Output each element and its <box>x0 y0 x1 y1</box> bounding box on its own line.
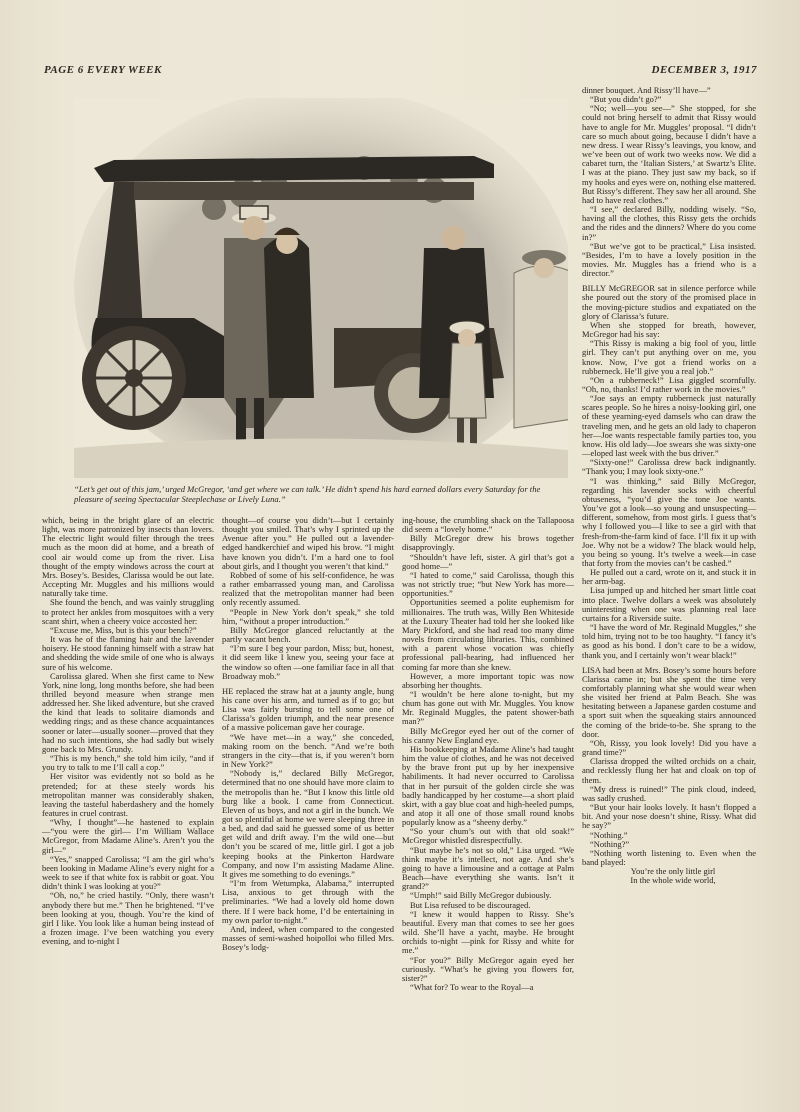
text-column-3 <box>402 516 574 992</box>
song-verse <box>582 867 756 885</box>
paragraph: Carolissa glared. When she first came to New York, nine long, long months before, she had been thrilled beyond measure when strange men addressed her. She liked adventure, but she craved the kind that leads to solitaire diamonds and wedding rings; and as these chance acquaintances sooner or later—usually sooner—proved that they had no such intentions, she had sadly but wisely gone back to Mrs. Grundy. <box>42 670 214 754</box>
paragraph: However, a more important topic was now absorbing her thoughts. <box>402 670 574 690</box>
paragraph: thought—of course you didn’t—but I certainly thought you smiled. That’s why I sprinted up the Avenue after you.” He pulled out a lavender-edged handkerchief and wiped his brow. “I might have known you didn’t. I’m a hard one to fool about girls, and I thought you weren’t that kind.” <box>222 515 394 571</box>
section-paragraph: HE replaced the straw hat at a jaunty angle, hung his cane over his arm, and turned as if to go; but Lisa was fairly bursting to tell some one of Clarissa’s golden triumph, and the near presence of a massive policeman gave her courage. <box>222 685 394 733</box>
text-column-4 <box>582 86 756 885</box>
car-scene-illustration <box>74 98 568 478</box>
paragraph: “For you?” Billy McGregor again eyed her curiously. “What’s he giving you flowers for, sister?” <box>402 954 574 983</box>
paragraph: “Oh, no,” he cried hastily. “Only, there wasn’t anybody there but me.” Then he brightened. “I’ve been looking at you, though. You’re the kind of girl I like. You look like a human being instead of a frozen image. I’ve been watching you every evening, and to-night I <box>42 890 214 947</box>
paragraph: “But you didn’t go?” <box>590 94 662 105</box>
paragraph: “Joe says an empty rubberneck just naturally scares people. So he hires a noisy-looking girl, one of these yearning-eyed damsels who can draw the traveling men, and he gets an old lady to chaperon her—Joe wants respectable family parties too, you know. His old lady—Joe swears she was sixty-one—eloped last week with the bus driver.” <box>582 393 756 459</box>
paragraph: “Nothing?” <box>590 838 630 849</box>
paragraph: “No; well—you see—” She stopped, for she could not bring herself to admit that Rissy would have to angle for Mr. Muggles’ proposal. “I didn’t care so much about going, because I didn’t have a new dress. I wear Rissy’s leavings, you know, and we’ve been out of work two weeks now. We did a cabaret turn, the ‘Italian Sisters,’ at Swartz’s Elite. I was at the piano. They just saw my back, so if my hooks and eyes were on, nothing else mattered. But Rissy’s different. They saw her all around. She had to have real clothes.” <box>582 103 756 205</box>
paragraph: “But maybe he’s not so old,” Lisa urged. “We think maybe it’s intellect, not age. And she’s going to have a limousine and a cottage at Palm Beach—have everything she wants. Isn’t it grand?” <box>402 844 574 892</box>
paragraph: Robbed of some of his self-confidence, he was a rather embarrassed young man, and Carolissa realized that the metropolitan manner had been only recently assumed. <box>222 569 394 608</box>
paragraph: ing-house, the crumbling shack on the Tallapoosa did seem a “lovely home.” <box>402 515 574 535</box>
paragraph: She found the bench, and was vainly struggling to protect her ankles from mosquitoes with a very scant shirt, when a cheery voice accosted her: <box>42 597 214 626</box>
text-column-2 <box>222 516 394 952</box>
illustration <box>74 98 568 478</box>
verse-line: You’re the only little girl <box>630 866 716 877</box>
paragraph: “I wouldn’t be here alone to-night, but my chum has gone out with Mr. Muggles. You know Mr. Reginald Muggles, the patent shower-bath man?” <box>402 688 574 727</box>
paragraph: Billy McGregor eyed her out of the corner of his canny New England eye. <box>402 725 574 745</box>
paragraph: When she stopped for breath, however, McGregor had his say: <box>582 319 756 340</box>
paragraph: “My dress is ruined!” The pink cloud, indeed, was sadly crushed. <box>582 783 756 803</box>
paragraph: “Umph!” said Billy McGregor dubiously. <box>410 890 552 901</box>
section-paragraph: LISA had been at Mrs. Bosey’s some hours before Clarissa came in; but she spent the time very comfortably planning what she would wear when she visited her friend at Palm Beach. She was hesitating between a Japanese garden costume and a sport suit when the squeaking stairs announced the coming of the bride-to-be. She sprang to the door. <box>582 664 756 739</box>
paragraph: His bookkeeping at Madame Aline’s had taught him the value of clothes, and he was not deceived by the brave front put up by her inexpensive habiliments. It had never occurred to Carolissa that in her pursuit of the golden circle she was badly handicapped by her costume—a short plaid skirt, with a gay blue coat and high-heeled pumps, and atop it all one of those small round knobs popularly know as a “sheeny derby.” <box>402 743 574 828</box>
paragraph: which, being in the bright glare of an electric light, was more patronized by insects than lovers. The electric light would filter through the trees much as the moon did at home, and a breath of cool air would come up from the river. Lisa thought of the empty windows across the court at Mrs. Bosey’s. Besides, Clarissa would be out late. Accepting Mr. Muggles and his millions would naturally take time. <box>42 515 214 599</box>
paragraph: “On a rubberneck!” Lisa giggled scornfully. “Oh, no, thanks! I’d rather work in the movies.” <box>582 374 756 394</box>
paragraph: “This is my bench,” she told him icily, “and if you try to talk to me I’ll call a cop.” <box>42 753 214 773</box>
paragraph: “Excuse me, Miss, but is this your bench?” <box>50 624 197 635</box>
paragraph: “I see,” declared Billy, nodding wisely. “So, having all the clothes, this Rissy gets the orchids and the rides and the dinners? Where do you come in?” <box>582 204 756 242</box>
paragraph: “I’m sure I beg your pardon, Miss; but, honest, it did seem like I knew you, seeing your face at the window so often —one familiar face in all that Broadway mob.” <box>222 643 394 681</box>
paragraph: “I hated to come,” said Carolissa, though this was not strictly true; “but New York has more—opportunities.” <box>402 569 574 599</box>
paragraph: “We have met—in a way,” she conceded, making room on the bench. “And we’re both strangers in the city—that is, if you weren’t born in New York?” <box>222 731 394 770</box>
paragraph: “Why, I thought”—he hastened to explain—“you were the girl— I’m William Wallace McGregor, from Madame Aline’s. Aren’t you the girl—” <box>42 817 214 855</box>
paragraph: It was he of the flaming hair and the lavender hoisery. He stood fanning himself with a straw hat and shedding the wide smile of one who is always sure of his welcome. <box>42 634 214 672</box>
paragraph: “But we’ve got to be practical,” Lisa insisted. “Besides, I’m to have a lovely position in the movies. Mr. Muggles has a friend who is a director.” <box>582 240 756 279</box>
paragraph: Lisa jumped up and hitched her smart little coat into place. Twelve dollars a week was absolutely uninteresting when one was planning real lace curtains for a Riverside suite. <box>582 585 756 623</box>
paragraph: “What for? To wear to the Royal—a <box>410 981 534 992</box>
paragraph: He pulled out a card, wrote on it, and stuck it in her arm-bag. <box>582 567 756 587</box>
paragraph: “Shouldn’t have left, sister. A girl that’s got a good home—” <box>402 551 574 571</box>
paragraph: But Lisa refused to be discouraged. <box>410 899 531 910</box>
paragraph: Billy McGregor glanced reluctantly at the partly vacant bench. <box>222 624 394 645</box>
paragraph: “Nothing worth listening to. Even when the band played: <box>582 847 756 867</box>
verse-line: In the whole wide world, <box>630 875 716 886</box>
page-header <box>44 64 757 78</box>
issue-date: DECEMBER 3, 1917 <box>651 64 757 76</box>
paragraph: “I’m from Wetumpka, Alabama,” interrupted Lisa, anxious to get through with the preliminaries. “We had a lovely old home down there. If I were back home, I’d be entertaining in my own parlor to-night.” <box>222 878 394 925</box>
paragraph: “Oh, Rissy, you look lovely! Did you have a grand time?” <box>582 737 756 758</box>
paragraph: “Yes,” snapped Carolissa; “I am the girl who’s been looking in Madame Aline’s every night for a week to see if that white fox is rabbit or goat. You didn’t think I was looking at you?” <box>42 853 214 892</box>
paragraph: dinner bouquet. And Rissy’ll have—” <box>582 85 711 95</box>
paragraph: “Nobody is,” declared Billy McGregor, determined that no one should have more claim to the metropolis than he. “But I know this little old burg like a book. I came from Connecticut. Eleven of us boys, and not a girl in the bunch. We got so plentiful at home we were sleeping three in a bed, and dad said he guessed some of us better get wild and drift away. I’m the wild one—but don’t you be scared of me, little girl. I got a job keeping books at the Pinkerton Hardware Company, and now I’m assisting Madame Aline. It gives me something to do evenings.” <box>222 768 394 879</box>
paragraph: “So your chum’s out with that old soak!” McGregor whistled disrespectfully. <box>402 826 574 846</box>
paragraph: “I was thinking,” said Billy McGregor, regarding his lavender socks with cheerful obtuseness, “you’d give the tone Joe wants. You’ve got a look—so young and unsuspecting—different, somehow, from most girls. I guess that’s why I followed you—I like to see a girl with that fresh-from-the-farm kind of face. I’ll fix it up with Joe. Why not be a widow? The black would help, you being so young. It’s twelve a week—in case that forty from the movies can’t be cashed.” <box>582 475 756 568</box>
paragraph: Clarissa dropped the wilted orchids on a chair, and recklessly flung her hat and cloak on top of them. <box>582 756 756 785</box>
paragraph: And, indeed, when compared to the congested masses of semi-washed hoipolloi who filled Mrs. Bosey’s lodg- <box>222 923 394 953</box>
paragraph: “I have the word of Mr. Reginald Muggles,” she told him, trying not to be too haughty. “I fancy it’s as good as his bond. I don’t care to be a widow, thank you, and I certainly won’t wear black!” <box>582 622 756 660</box>
paragraph: “This Rissy is making a big fool of you, little girl. They can’t put anything over on me, you know. Now, I’ve got a friend works on a rubberneck. He’ll give you a real job.” <box>582 338 756 376</box>
paragraph: “Sixty-one!” Carolissa drew back indignantly. “Thank you; I may look sixty-one.” <box>582 457 756 477</box>
paragraph: Opportunities seemed a polite euphemism for millionaires. The truth was, Willy Ben Whiteside at the Luxury Theater had told her she looked like Mary Pickford, and she had read too many dime novels from circulating libraries. This, combined with a parent whose vocation was chiefly professional pall-bearing, had influenced her coming far more than she knew. <box>402 597 574 672</box>
text-column-1 <box>42 516 214 946</box>
paragraph: “People in New York don’t speak,” she told him, “without a proper introduction.” <box>222 606 394 626</box>
paragraph: Her visitor was evidently not so bold as he pretended; for at these steely words his metropolitan manner was considerably shaken, leaving the tasteful haberdashery and the homely features in cruel contrast. <box>42 771 214 818</box>
page-folio: PAGE 6 EVERY WEEK <box>44 64 162 76</box>
section-paragraph: BILLY McGREGOR sat in silence perforce while she poured out the story of the promised place in the moving-picture studios and expatiated on the glory of Clarissa’s future. <box>582 283 756 321</box>
paragraph: “Nothing.” <box>590 829 628 840</box>
paragraph: Billy McGregor drew his brows together disapprovingly. <box>402 533 574 553</box>
paragraph: “But your hair looks lovely. It hasn’t flopped a bit. And your nose doesn’t shine, Rissy. What did he say?” <box>582 802 756 831</box>
paragraph: “I knew it would happen to Rissy. She’s beautiful. Every man that comes to see her goes wild. She’ll have a yacht, maybe. He brought orchids to-night —pink for Rissy and white for me.” <box>402 908 574 956</box>
illustration-caption: “Let’s get out of this jam,’ urged McGregor, ‘and get where we can talk.’ He didn’t spend his hard earned dollars every Saturday for the pleasure of seeing Spectacular Steeplechase or Lively Luna.” <box>74 484 541 504</box>
